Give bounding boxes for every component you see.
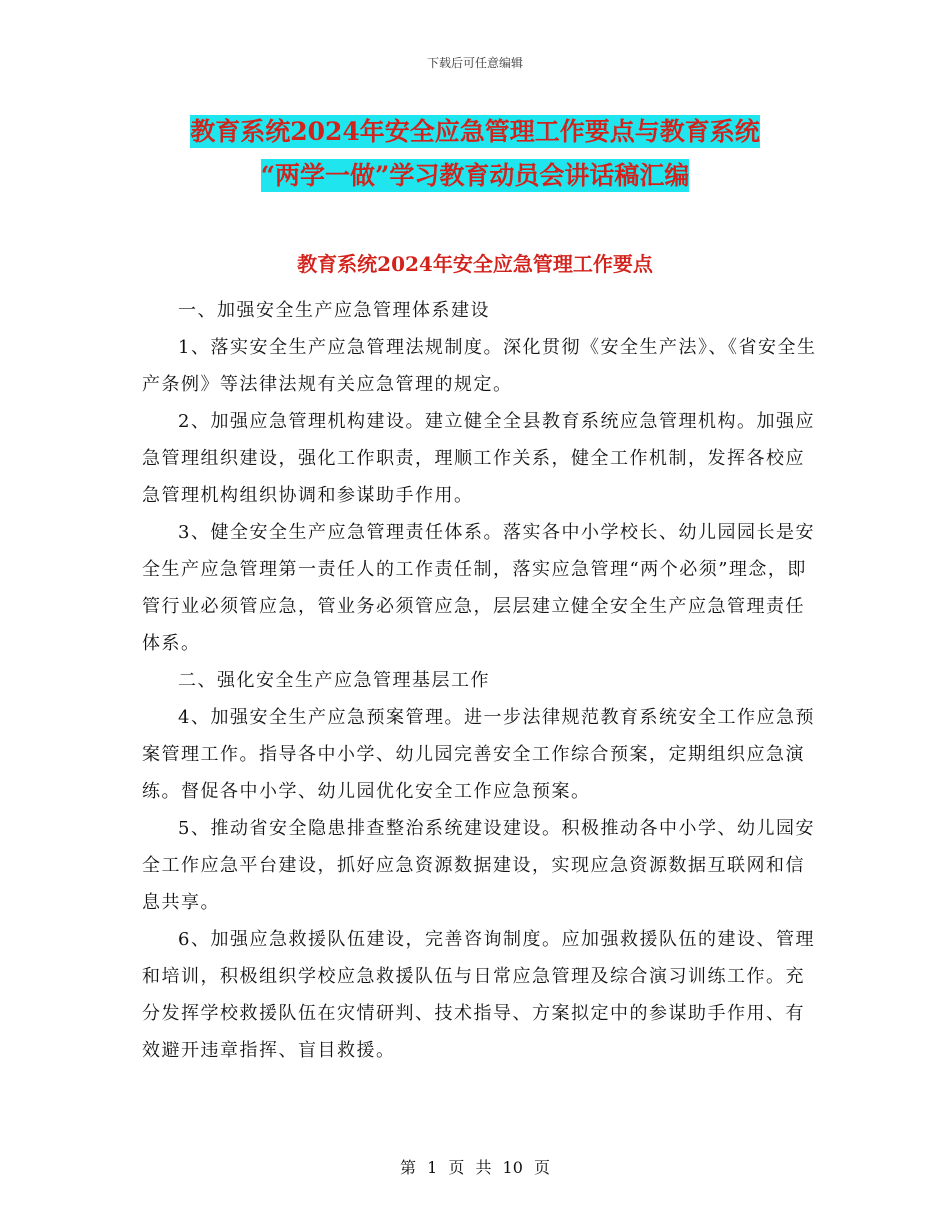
heading-section-1: 一、加强安全生产应急管理体系建设: [178, 300, 490, 321]
paragraph-item-2: 2、加强应急管理机构建设。建立健全全县教育系统应急管理机构。加强应急管理组织建设，强化工作职责，理顺工作关系，健全工作机制，发挥各校应急管理机构组织协调和参谋助手作用。: [142, 411, 815, 506]
paragraph-item-1: 1、落实安全生产应急管理法规制度。深化贯彻《安全生产法》、《省安全生产条例》等法律法规有关应急管理的规定。: [142, 337, 817, 395]
paragraph-item-3: 3、健全安全生产应急管理责任体系。落实各中小学校长、幼儿园园长是安全生产应急管理第一责任人的工作责任制，落实应急管理“两个必须”理念，即管行业必须管应急，管业务必须管应急，层层建立健全安全生产应急管理责任体系。: [142, 522, 815, 654]
page-number: 第 1 页 共 10 页: [400, 1158, 550, 1177]
document-title: [0, 110, 950, 198]
document-title-line-2: [0, 154, 950, 198]
paragraph-item-4: 4、加强安全生产应急预案管理。进一步法律规范教育系统安全工作应急预案管理工作。指导各中小学、幼儿园完善安全工作综合预案，定期组织应急演练。督促各中小学、幼儿园优化安全工作应急预案。: [142, 707, 815, 802]
document-title-line-2-text: “两学一做”学习教育动员会讲话稿汇编: [260, 161, 690, 190]
page-header-note: 下载后可任意编辑: [426, 56, 523, 70]
paragraph-item-5: 5、推动省安全隐患排查整治系统建设建设。积极推动各中小学、幼儿园安全工作应急平台建设，抓好应急资源数据建设，实现应急资源数据互联网和信息共享。: [142, 818, 815, 913]
document-body: [142, 292, 822, 1069]
heading-section-2: 二、强化安全生产应急管理基层工作: [178, 670, 490, 691]
document-title-line-1: [0, 110, 950, 154]
section-title: 教育系统2024年安全应急管理工作要点: [297, 252, 653, 276]
document-title-line-1-text: 教育系统2024年安全应急管理工作要点与教育系统: [190, 117, 760, 146]
paragraph-item-6: 6、加强应急救援队伍建设，完善咨询制度。应加强救援队伍的建设、管理和培训，积极组织学校应急救援队伍与日常应急管理及综合演习训练工作。充分发挥学校救援队伍在灾情研判、技术指导、方案拟定中的参谋助手作用、有效避开违章指挥、盲目救援。: [142, 929, 815, 1061]
